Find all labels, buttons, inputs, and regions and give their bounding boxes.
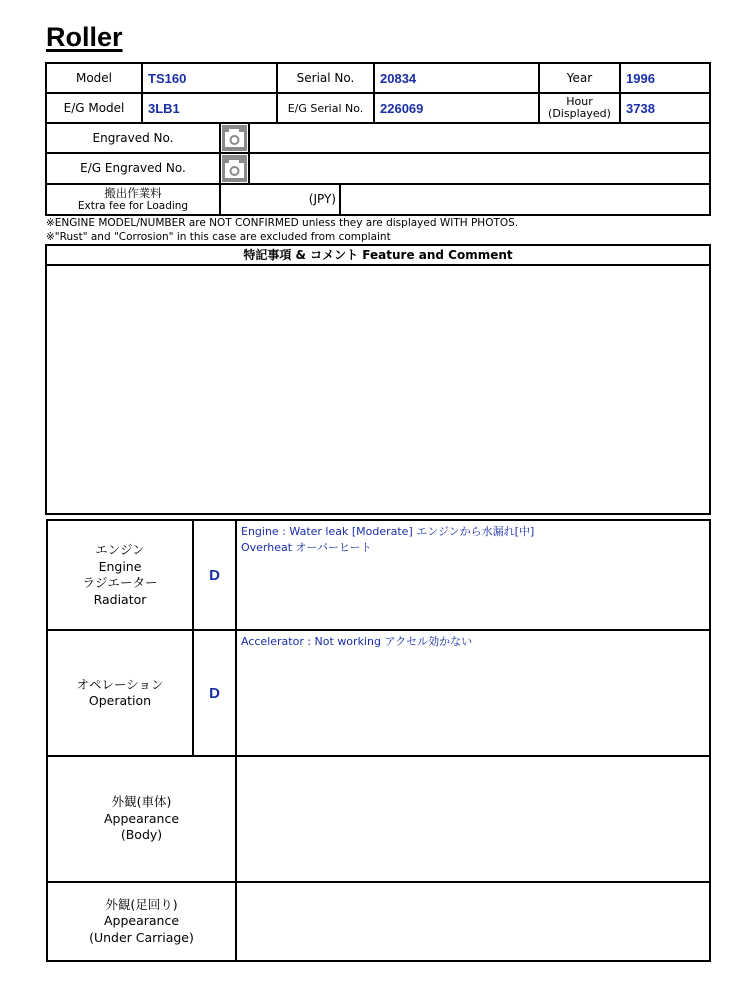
- eg-model-label: E/G Model: [63, 100, 125, 115]
- section-label-appearance-undercarriage: [48, 883, 235, 960]
- hour-value: 3738: [626, 100, 655, 116]
- eg-serial-value: 226069: [380, 100, 424, 116]
- section-label-line: (Under Carriage): [89, 929, 194, 945]
- comment-appearance-body: [237, 757, 709, 881]
- section-label-line: (Body): [120, 827, 163, 843]
- hour-label: [540, 94, 619, 122]
- section-label-line: Appearance: [103, 913, 180, 929]
- section-label-line: ラジエーター: [82, 575, 158, 590]
- section-label-appearance-body: [48, 757, 235, 881]
- comment-appearance-undercarriage: [237, 883, 709, 960]
- serial-label: Serial No.: [296, 70, 355, 85]
- section-label-line: オペレーション: [76, 676, 164, 692]
- camera-icon[interactable]: [221, 154, 248, 183]
- serial-value: 20834: [380, 70, 417, 86]
- eg-model-value: 3LB1: [148, 100, 180, 116]
- comment-line: Overheat オーバーヒート: [241, 541, 372, 554]
- year-value: 1996: [626, 70, 655, 86]
- section-label-line: Engine: [98, 558, 142, 574]
- section-label-line: Radiator: [93, 591, 147, 607]
- spec-col-divider: [248, 122, 250, 184]
- notice-engine: ※ENGINE MODEL/NUMBER are NOT CONFIRMED unless they are displayed WITH PHOTOS.: [46, 217, 519, 229]
- section-label-line: エンジン: [95, 542, 145, 557]
- section-label-operation: [48, 631, 192, 755]
- grade-engine: D: [209, 566, 220, 584]
- page-title: Roller: [46, 22, 123, 52]
- section-label-line: 外観(車体): [111, 794, 172, 810]
- hour-label-line1: Hour: [566, 95, 593, 108]
- loading-fee-currency: (JPY): [308, 192, 336, 206]
- hour-label-line2: (Displayed): [548, 107, 611, 120]
- eg-engraved-label: E/G Engraved No.: [80, 161, 186, 175]
- loading-fee-label-jp: 搬出作業料: [104, 186, 162, 200]
- comment-engine: [237, 521, 709, 629]
- grade-operation: D: [209, 684, 220, 702]
- eg-serial-label: E/G Serial No.: [287, 101, 364, 115]
- section-label-line: 外観(足回り): [105, 896, 178, 912]
- year-label: Year: [566, 70, 593, 85]
- section-label-engine: [48, 521, 192, 629]
- comment-line: Engine : Water leak [Moderate] エンジンから水漏れ[中]: [241, 525, 535, 538]
- comment-operation: [237, 631, 709, 755]
- model-value: TS160: [148, 70, 187, 86]
- feature-header: 特記事項 & コメント Feature and Comment: [243, 247, 513, 262]
- engraved-label: Engraved No.: [92, 130, 174, 145]
- model-label: Model: [75, 70, 113, 85]
- notice-rust: ※"Rust" and "Corrosion" in this case are excluded from complaint: [46, 231, 391, 243]
- comment-line: Accelerator : Not working アクセル効かない: [241, 635, 473, 648]
- feature-body: [47, 266, 709, 513]
- section-label-line: Appearance: [103, 810, 180, 826]
- loading-fee-label: [47, 185, 219, 214]
- camera-icon[interactable]: [221, 124, 248, 152]
- section-label-line: Operation: [88, 693, 152, 708]
- spec-col-divider: [339, 183, 341, 216]
- loading-fee-label-en: Extra fee for Loading: [77, 199, 189, 212]
